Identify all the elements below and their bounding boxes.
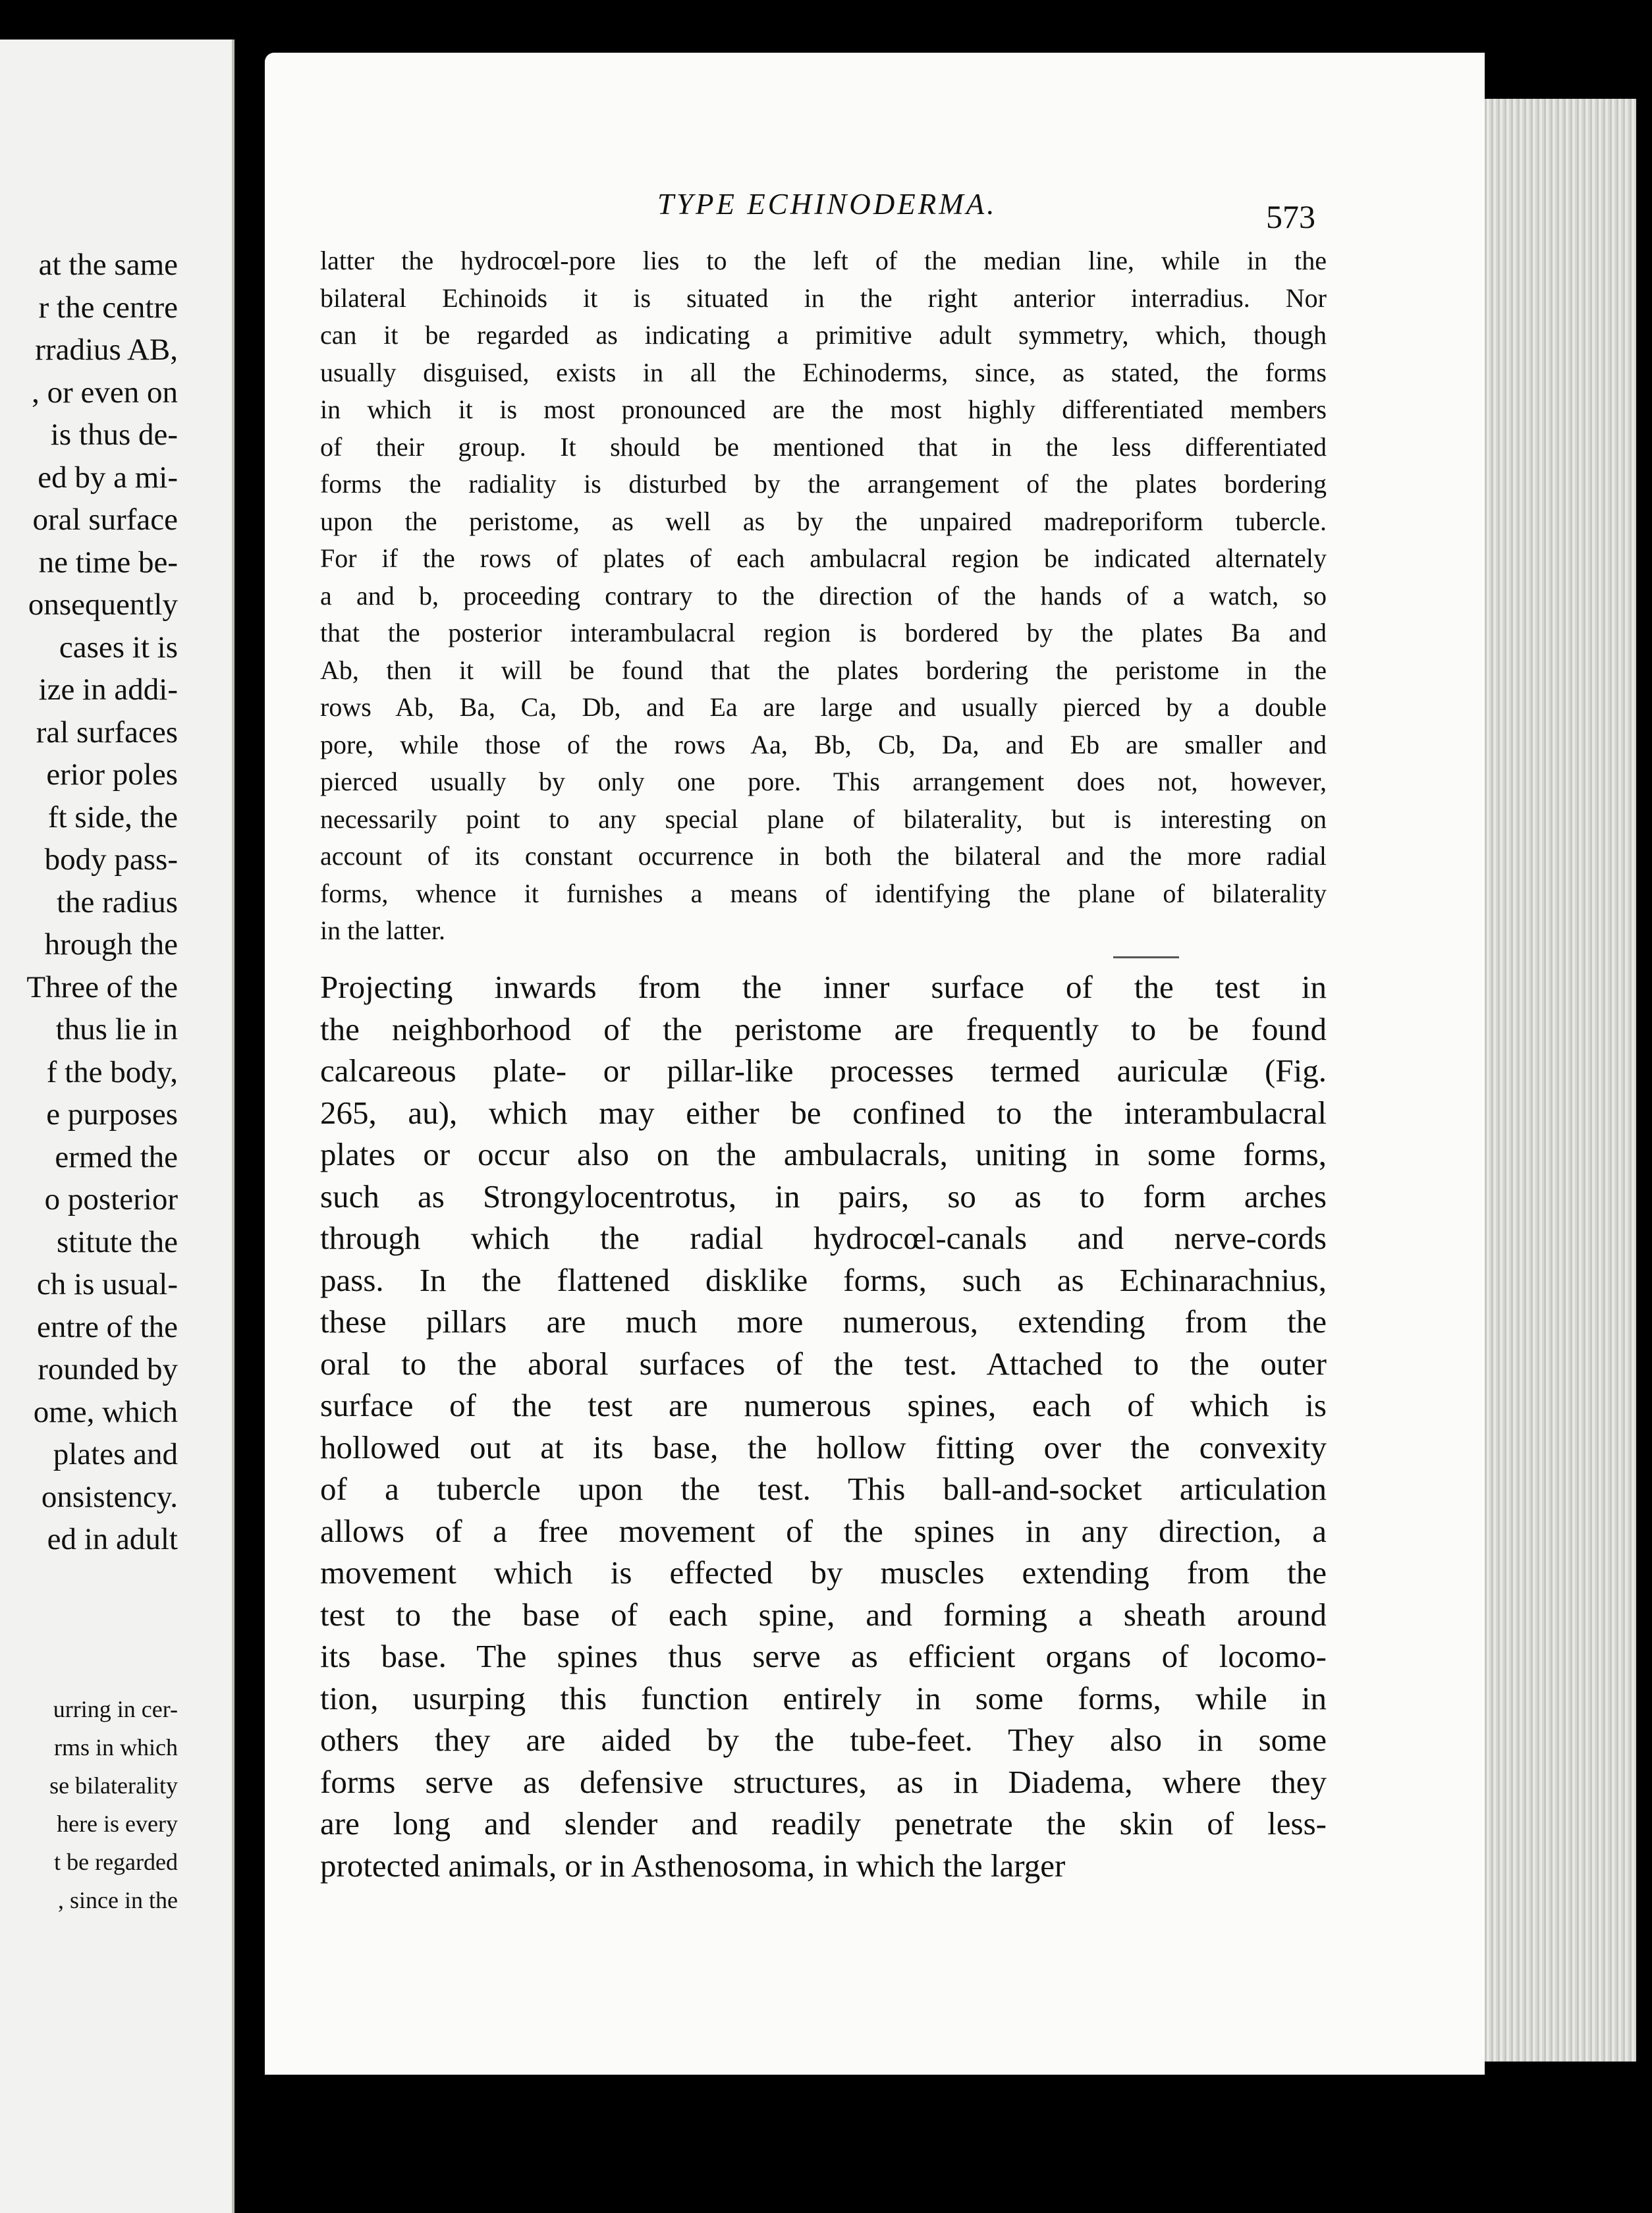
text-line: ize in addi- [38, 672, 178, 707]
left-page [0, 40, 234, 2213]
text-line: ermed the [55, 1139, 178, 1174]
text-line: Ab, then it will be found that the plates bordering the peristome in the [320, 655, 1327, 685]
text-line: these pillars are much more numerous, extending from the [320, 1303, 1327, 1340]
text-line: oral to the aboral surfaces of the test. Attached to the outer [320, 1345, 1327, 1382]
text-line: ral surfaces [36, 715, 178, 750]
text-line: pore, while those of the rows Aa, Bb, Cb, Da, and Eb are smaller and [320, 729, 1327, 759]
text-line: such as Strongylocentrotus, in pairs, so as to form arches [320, 1178, 1327, 1215]
text-line: o posterior [44, 1182, 178, 1216]
text-line: bilateral Echinoids it is situated in the right anterior interradius. Nor [320, 283, 1327, 313]
text-line: tion, usurping this function entirely in some forms, while in [320, 1680, 1327, 1716]
text-line: ed in adult [47, 1522, 178, 1556]
text-line: is thus de- [50, 418, 178, 452]
text-line: movement which is effected by muscles extending from the [320, 1554, 1327, 1591]
text-line: hrough the [44, 927, 178, 962]
text-line: test to the base of each spine, and forming a sheath around [320, 1596, 1327, 1633]
text-line: at the same [38, 248, 178, 282]
text-line: 265, au), which may either be confined to the interambulacral [320, 1094, 1327, 1131]
text-line: se bilaterality [49, 1772, 178, 1799]
text-line: stitute the [56, 1224, 178, 1259]
text-line: r the centre [38, 290, 178, 325]
text-line: onsequently [28, 587, 178, 622]
running-head: TYPE ECHINODERMA. [657, 188, 997, 221]
text-line: forms the radiality is disturbed by the arrangement of the plates bordering [320, 469, 1327, 499]
text-line: the neighborhood of the peristome are frequently to be found [320, 1010, 1327, 1047]
text-line: urring in cer- [53, 1696, 178, 1722]
text-line: f the body, [46, 1054, 178, 1089]
text-line: forms, whence it furnishes a means of identifying the plane of bilaterality [320, 878, 1327, 908]
text-line: the radius [56, 885, 178, 919]
text-line: that the posterior interambulacral region is bordered by the plates Ba and [320, 618, 1327, 647]
text-line: necessarily point to any special plane of bilaterality, but is interesting on [320, 804, 1327, 834]
text-line: can it be regarded as indicating a primitive adult symmetry, which, though [320, 320, 1327, 350]
text-line: body pass- [44, 842, 178, 877]
text-line: ome, which [33, 1394, 178, 1429]
text-line: are long and slender and readily penetrate the skin of less- [320, 1805, 1327, 1842]
text-line: usually disguised, exists in all the Echinoderms, since, as stated, the forms [320, 357, 1327, 387]
text-line: entre of the [36, 1309, 178, 1344]
text-line: through which the radial hydrocœl-canals and nerve-cords [320, 1220, 1327, 1256]
text-line: ne time be- [38, 545, 178, 580]
text-line: surface of the test are numerous spines, each of which is [320, 1387, 1327, 1423]
page-number: 573 [1266, 198, 1315, 235]
text-line: forms serve as defensive structures, as in Diadema, where they [320, 1763, 1327, 1800]
text-line: of their group. It should be mentioned that in the less differentiated [320, 431, 1327, 462]
text-line: pass. In the flattened disklike forms, such as Echinarachnius, [320, 1261, 1327, 1298]
text-line: rows Ab, Ba, Ca, Db, and Ea are large and usually pierced by a double [320, 692, 1327, 722]
text-line: pierced usually by only one pore. This arrangement does not, however, [320, 767, 1327, 796]
text-line: ch is usual- [36, 1267, 178, 1301]
text-line: a and b, proceeding contrary to the direction of the hands of a watch, so [320, 580, 1327, 611]
text-line: calcareous plate- or pillar-like processes termed auriculæ (Fig. [320, 1052, 1327, 1089]
text-line: others they are aided by the tube-feet. They also in some [320, 1722, 1327, 1758]
text-line: allows of a free movement of the spines in any direction, a [320, 1512, 1327, 1549]
text-line: plates and [53, 1437, 178, 1471]
text-line: protected animals, or in Asthenosoma, in which the larger [320, 1847, 1066, 1884]
text-line: account of its constant occurrence in both the bilateral and the more radial [320, 841, 1327, 871]
text-line: in which it is most pronounced are the most highly differentiated members [320, 395, 1327, 424]
text-line: e purposes [46, 1097, 178, 1132]
text-line: For if the rows of plates of each ambulacral region be indicated alternately [320, 543, 1327, 573]
text-line: upon the peristome, as well as by the unpaired madreporiform tubercle. [320, 506, 1327, 536]
text-line: hollowed out at its base, the hollow fitting over the convexity [320, 1429, 1327, 1465]
text-line: plates or occur also on the ambulacrals, uniting in some forms, [320, 1136, 1327, 1172]
text-line: cases it is [59, 630, 178, 665]
text-line: ft side, the [47, 800, 178, 834]
text-line: erior poles [46, 757, 178, 792]
text-line: its base. The spines thus serve as efficient organs of locomo- [320, 1638, 1327, 1674]
text-line: in the latter. [320, 915, 445, 945]
text-line: , or even on [32, 375, 178, 410]
text-line: Three of the [26, 970, 178, 1004]
page-edges [1485, 99, 1636, 2062]
text-line: rradius AB, [35, 333, 178, 367]
text-line: thus lie in [55, 1012, 178, 1047]
text-line: oral surface [32, 503, 178, 537]
scan-mark [1113, 956, 1179, 958]
text-line: here is every [57, 1811, 178, 1837]
text-line: rounded by [38, 1352, 178, 1386]
text-line: of a tubercle upon the test. This ball-and-socket articulation [320, 1471, 1327, 1507]
text-line: onsistency. [41, 1479, 178, 1514]
text-line: Projecting inwards from the inner surface of the test in [320, 969, 1327, 1005]
text-line: , since in the [58, 1887, 178, 1913]
text-line: ed by a mi- [38, 460, 178, 495]
text-line: t be regarded [54, 1849, 178, 1875]
text-line: rms in which [54, 1734, 178, 1761]
text-line: latter the hydrocœl-pore lies to the left of the median line, while in the [320, 246, 1327, 275]
